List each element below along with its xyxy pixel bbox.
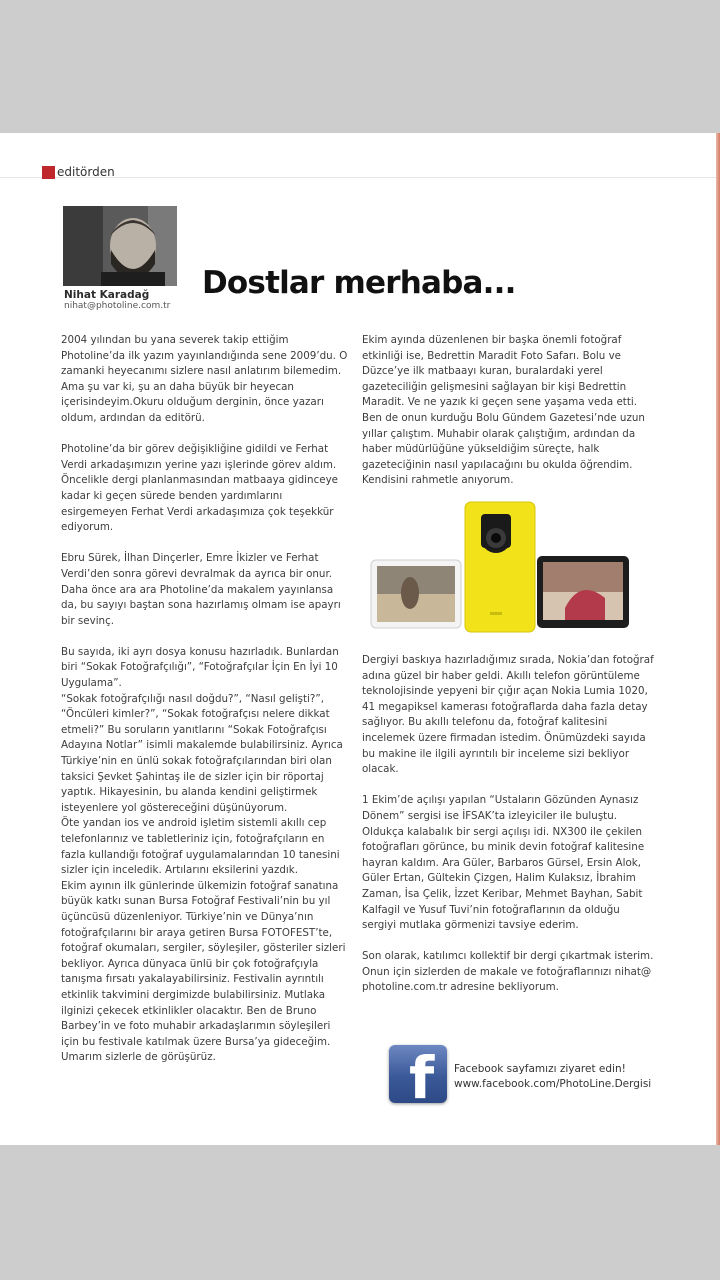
- nokia-lumia-phones-image: [365, 498, 655, 638]
- author-email: nihat@photoline.com.tr: [64, 301, 171, 311]
- facebook-callout-text: Facebook sayfamızı ziyaret edin!: [454, 1063, 626, 1075]
- magazine-page: [0, 133, 716, 1145]
- article-headline: Dostlar merhaba...: [202, 265, 516, 301]
- right-column-bottom: [362, 653, 654, 1012]
- section-marker-square: [42, 166, 55, 179]
- paragraph: 1 Ekim’de açılışı yapılan “Ustaların Gözünden Aynasız Dönem” sergisi ise İFSAK’ta izleyiciler ile buluştu. Oldukça kalabalık bir sergi açılışı idi. NX300 ile çekilen fotoğrafları görünce, bu minik devin fotoğraf kalitesine hayran kaldım. Ara Güler, Barbaros Gürsel, Ersin Alok, Güler Ertan, Gültekin Çizgen, Halim Kulaksız, İbrahim Zaman, İsa Çelik, İzzet Keribar, Mehmet Bayhan, Sabit Kalfagil ve Yusuf Tuvi’nin fotoğraflarının da olduğu sergiyi mutlaka görmenizi tavsiye ederim.: [362, 794, 645, 932]
- paragraph: Ekim ayında düzenlenen bir başka önemli fotoğraf etkinliği ise, Bedrettin Maradit Foto Safarı. Bolu ve Düzce’ye ilk matbaayı kuran, buralardaki yerel gazeteciliğin gelişmesini sağlayan bir kişi Bedrettin Maradit. Ve ne yazık ki geçen sene yaşama veda etti. Ben de onun kurduğu Bolu Gündem Gazetesi’nde uzun yıllar çalıştım. Muhabir olarak çalıştığım, ardından da haber müdürlüğüne yükseldiğim süreçte, halk gazeteciğinin nasıl yapılacağını bu okulda öğrendim. Kendisini rahmetle anıyorum.: [362, 334, 645, 487]
- paragraph: 2004 yılından bu yana severek takip ettiğim Photoline’da ilk yazım yayınlandığında sene 2009’du. O zamanki heyecanımı sizlere nasıl anlatırım bilemedim. Ama şu var ki, şu an daha büyük bir heyecan içerisindeyim.Okuru olduğum derginin, önce yazarı oldum, ardından da editörü.: [61, 334, 348, 424]
- section-label: editörden: [57, 165, 115, 179]
- paragraph: Son olarak, katılımcı kollektif bir dergi çıkartmak isterim. Onun için sizlerden de makale ve fotoğraflarınızı nihat@ photoline.com.tr adresine bekliyorum.: [362, 950, 654, 994]
- author-photo: [63, 206, 177, 286]
- page-edge-shadow: [716, 133, 720, 1145]
- facebook-url-link[interactable]: www.facebook.com/PhotoLine.Dergisi: [454, 1078, 652, 1090]
- paragraph: Photoline’da bir görev değişikliğine gidildi ve Ferhat Verdi arkadaşımızın yerine yazı işlerinde görev aldım. Öncelikle dergi planlanmasından matbaaya gidinceye kadar ki geçen sürede benden yardımlarını esirgemeyen Ferhat Verdi arkadaşımıza çok teşekkür ediyorum.: [61, 443, 338, 534]
- facebook-icon[interactable]: f: [389, 1045, 447, 1103]
- paragraph: Dergiyi baskıya hazırladığımız sırada, Nokia’dan fotoğraf adına güzel bir haber geldi. Akıllı telefon görüntüleme teknolojisinde yepyeni bir çığır açan Nokia Lumia 1020, 41 megapiksel kamerası fotoğraflarda daha fazla detay sağlıyor. Bu akıllı telefonu da, fotoğraf kalitesini incelemek üzere firmadan istedim. Önümüzdeki sayıda bu makine ile ilgili ayrıntılı bir inceleme sizi bekliyor olacak.: [362, 654, 654, 776]
- author-name: Nihat Karadağ: [64, 289, 150, 301]
- paragraph: Bu sayıda, iki ayrı dosya konusu hazırladık. Bunlardan biri “Sokak Fotoğrafçılığı”, “Fotoğrafçılar İçin En İyi 10 Uygulama”. “Sokak fotoğrafçılığı nasıl doğdu?”, “Nasıl gelişti?”, “Öncüleri kimler?”, “Sokak fotoğrafçısı nelere dikkat etmeli?” Bu soruların yanıtlarını “Sokak Fotoğrafçısı Adayına Notlar” isimli makalemde bulabilirsiniz. Ayrıca Türkiye’nin en ünlü sokak fotoğrafçılarından biri olan taksici Şevket Şahintaş ile de sizler için bir röportaj yaptık. Hikayesinin, bu alanda kendini geliştirmek isteyenlere yol göstereceğini düşünüyorum. Öte yandan ios ve android işletim sistemli akıllı cep telefonlarınız ve tabletleriniz için, fotoğrafçıların en fazla kullandığı fotoğraf uygulamalarından 10 tanesini sizler için inceledik. Artılarını eksilerini yazdık. Ekim ayının ilk günlerinde ülkemizin fotoğraf sanatına büyük katkı sunan Bursa Fotoğraf Festivali’nin bu yıl üçüncüsü düzenleniyor. Türkiye’nin ve Dünya’nın fotoğrafçılarını bir araya getiren Bursa FOTOFEST’te, fotoğraf okumaları, sergiler, söyleşiler, gösteriler sizleri bekliyor. Ayrıca dünyaca ünlü bir çok fotoğrafçıyla tanışma fırsatı yakalayabilirsiniz. Festivalin ayrıntılı etkinlik takvimini dergimizde bulabilirsiniz. Mutlaka ilginizi çekecek etkinlikler olacaktır. Ben de Bruno Barbey’in ve foto muhabir arkadaşlarımın söyleşileri için bu festivale katılmak üzere Bursa’ya gideceğim. Umarım sizlerle de görüşürüz.: [61, 645, 346, 1064]
- right-column-top: [362, 333, 654, 505]
- paragraph: Ebru Sürek, İlhan Dinçerler, Emre İkizler ve Ferhat Verdi’den sonra görevi devralmak da ayrıca bir onur. Daha önce ara ara Photoline’da makalem yayınlansa da, bu sayıyı baştan sona hazırlamış olmam ise apayrı bir sevinç.: [61, 552, 341, 627]
- facebook-callout: [454, 1062, 651, 1092]
- left-column: [61, 333, 349, 1082]
